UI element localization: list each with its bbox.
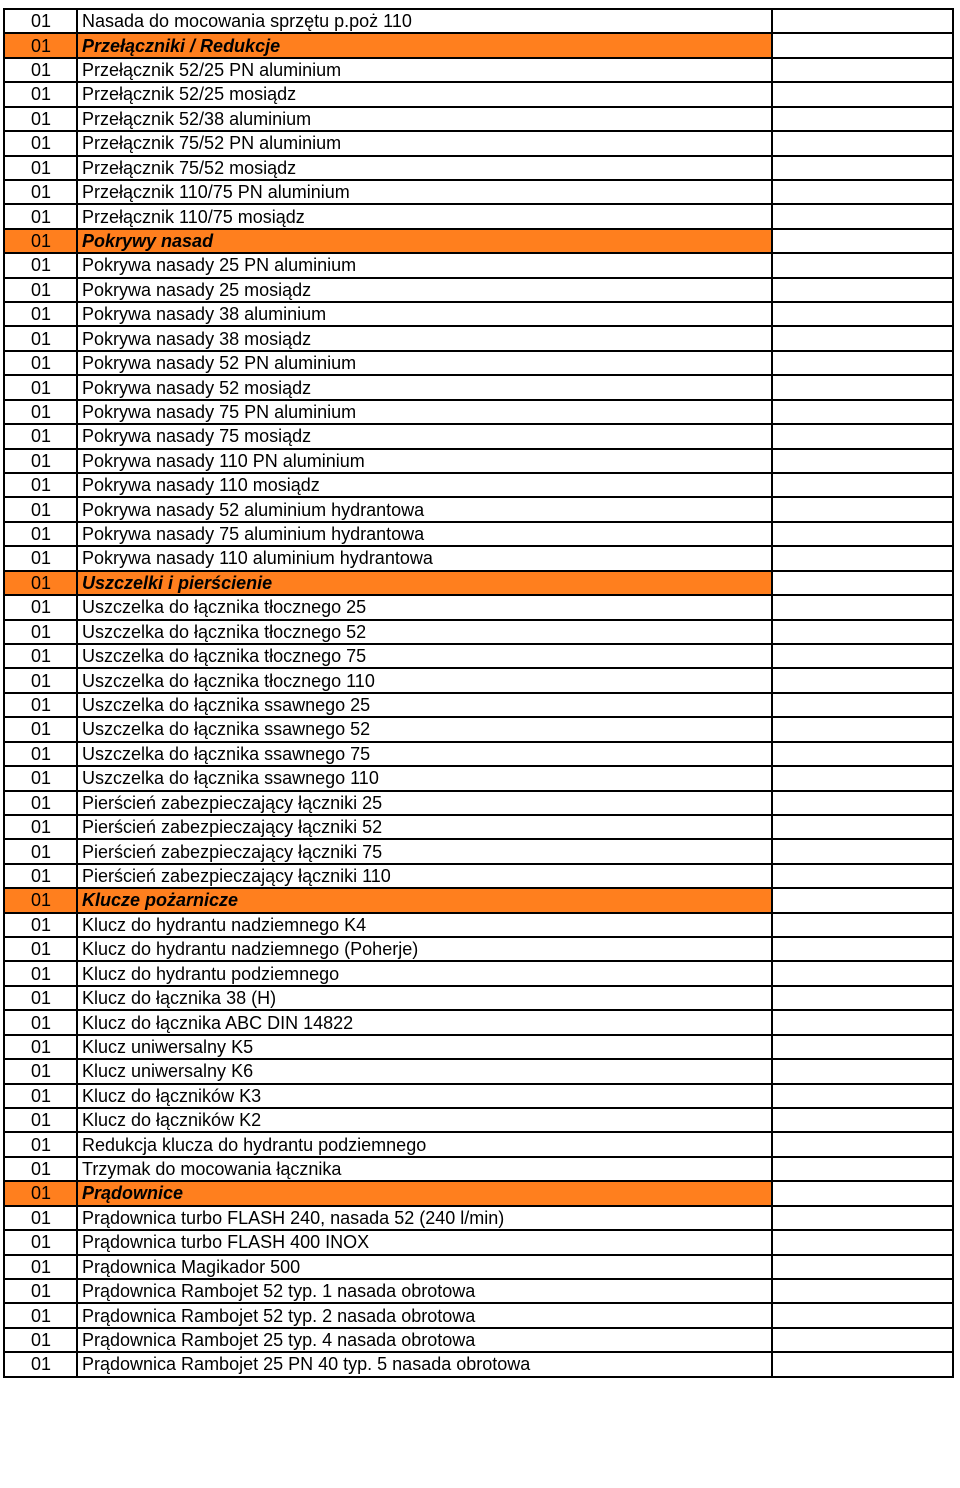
code-cell[interactable]: 01 xyxy=(4,375,77,399)
code-cell[interactable]: 01 xyxy=(4,668,77,692)
product-name-cell[interactable]: Przełącznik 52/25 PN aluminium xyxy=(77,58,772,82)
table-row xyxy=(4,1328,953,1352)
code-cell[interactable]: 01 xyxy=(4,864,77,888)
product-name-cell[interactable]: Pokrywa nasady 52 PN aluminium xyxy=(77,351,772,375)
product-name-cell[interactable]: Prądownica turbo FLASH 400 INOX xyxy=(77,1230,772,1254)
empty-value-cell[interactable] xyxy=(772,229,953,253)
product-name-cell[interactable]: Prądownica Rambojet 52 typ. 1 nasada obrotowa xyxy=(77,1279,772,1303)
code-cell[interactable]: 01 xyxy=(4,9,77,33)
empty-value-cell[interactable] xyxy=(772,1255,953,1279)
product-name-cell[interactable]: Pokrywa nasady 75 PN aluminium xyxy=(77,400,772,424)
product-name-cell[interactable]: Przełącznik 110/75 PN aluminium xyxy=(77,180,772,204)
code-cell[interactable]: 01 xyxy=(4,693,77,717)
table-row xyxy=(4,1206,953,1230)
product-name-cell[interactable]: Pokrywa nasady 75 mosiądz xyxy=(77,424,772,448)
table-row xyxy=(4,1303,953,1327)
code-cell[interactable]: 01 xyxy=(4,644,77,668)
product-name-cell[interactable]: Przełącznik 75/52 PN aluminium xyxy=(77,131,772,155)
empty-value-cell[interactable] xyxy=(772,375,953,399)
product-name-cell[interactable]: Prądownica Rambojet 25 PN 40 typ. 5 nasada obrotowa xyxy=(77,1352,772,1376)
empty-value-cell[interactable] xyxy=(772,1352,953,1376)
empty-value-cell[interactable] xyxy=(772,1010,953,1034)
table-row xyxy=(4,1279,953,1303)
empty-value-cell[interactable] xyxy=(772,1132,953,1156)
table-row xyxy=(4,937,953,961)
table-row xyxy=(4,961,953,985)
product-name-cell[interactable]: Uszczelka do łącznika tłocznego 75 xyxy=(77,644,772,668)
table-row xyxy=(4,473,953,497)
empty-value-cell[interactable] xyxy=(772,1035,953,1059)
code-cell[interactable]: 01 xyxy=(4,571,77,595)
table-row xyxy=(4,1255,953,1279)
empty-value-cell[interactable] xyxy=(772,400,953,424)
table-row xyxy=(4,1157,953,1181)
table-row xyxy=(4,131,953,155)
empty-value-cell[interactable] xyxy=(772,473,953,497)
product-name-cell[interactable]: Uszczelka do łącznika ssawnego 110 xyxy=(77,766,772,790)
empty-value-cell[interactable] xyxy=(772,1279,953,1303)
section-header-row xyxy=(4,229,953,253)
table-row xyxy=(4,986,953,1010)
empty-value-cell[interactable] xyxy=(772,961,953,985)
table-row xyxy=(4,644,953,668)
product-name-cell[interactable]: Redukcja klucza do hydrantu podziemnego xyxy=(77,1132,772,1156)
section-title-cell[interactable]: Przełączniki / Redukcje xyxy=(77,33,772,57)
code-cell[interactable]: 01 xyxy=(4,253,77,277)
code-cell[interactable]: 01 xyxy=(4,424,77,448)
table-row xyxy=(4,326,953,350)
product-name-cell[interactable]: Klucz uniwersalny K6 xyxy=(77,1059,772,1083)
empty-value-cell[interactable] xyxy=(772,742,953,766)
empty-value-cell[interactable] xyxy=(772,1303,953,1327)
code-cell[interactable]: 01 xyxy=(4,717,77,741)
product-name-cell[interactable]: Pierścień zabezpieczający łączniki 75 xyxy=(77,839,772,863)
product-name-cell[interactable]: Przełącznik 110/75 mosiądz xyxy=(77,204,772,228)
empty-value-cell[interactable] xyxy=(772,668,953,692)
product-name-cell[interactable]: Uszczelka do łącznika ssawnego 25 xyxy=(77,693,772,717)
empty-value-cell[interactable] xyxy=(772,571,953,595)
code-cell[interactable]: 01 xyxy=(4,839,77,863)
empty-value-cell[interactable] xyxy=(772,595,953,619)
code-cell[interactable]: 01 xyxy=(4,961,77,985)
product-name-cell[interactable]: Pokrywa nasady 52 aluminium hydrantowa xyxy=(77,497,772,521)
code-cell[interactable]: 01 xyxy=(4,449,77,473)
empty-value-cell[interactable] xyxy=(772,156,953,180)
product-name-cell[interactable]: Uszczelka do łącznika ssawnego 52 xyxy=(77,717,772,741)
product-name-cell[interactable]: Klucz uniwersalny K5 xyxy=(77,1035,772,1059)
code-cell[interactable]: 01 xyxy=(4,351,77,375)
table-row xyxy=(4,1108,953,1132)
code-cell[interactable]: 01 xyxy=(4,156,77,180)
table-row xyxy=(4,1010,953,1034)
product-name-cell[interactable]: Klucz do hydrantu nadziemnego (Poherje) xyxy=(77,937,772,961)
table-row xyxy=(4,595,953,619)
table-row xyxy=(4,546,953,570)
code-cell[interactable]: 01 xyxy=(4,815,77,839)
table-row xyxy=(4,1132,953,1156)
empty-value-cell[interactable] xyxy=(772,1206,953,1230)
code-cell[interactable]: 01 xyxy=(4,1181,77,1205)
product-name-cell[interactable]: Pokrywa nasady 25 mosiądz xyxy=(77,278,772,302)
table-row xyxy=(4,742,953,766)
table-row xyxy=(4,1035,953,1059)
table-row xyxy=(4,82,953,106)
empty-value-cell[interactable] xyxy=(772,82,953,106)
product-name-cell[interactable]: Przełącznik 52/38 aluminium xyxy=(77,107,772,131)
code-cell[interactable]: 01 xyxy=(4,766,77,790)
empty-value-cell[interactable] xyxy=(772,644,953,668)
empty-value-cell[interactable] xyxy=(772,839,953,863)
empty-value-cell[interactable] xyxy=(772,791,953,815)
table-row xyxy=(4,156,953,180)
code-cell[interactable]: 01 xyxy=(4,742,77,766)
table-row xyxy=(4,1059,953,1083)
empty-value-cell[interactable] xyxy=(772,253,953,277)
code-cell[interactable]: 01 xyxy=(4,986,77,1010)
table-row xyxy=(4,449,953,473)
code-cell[interactable]: 01 xyxy=(4,33,77,57)
table-row xyxy=(4,864,953,888)
empty-value-cell[interactable] xyxy=(772,107,953,131)
product-name-cell[interactable]: Przełącznik 75/52 mosiądz xyxy=(77,156,772,180)
empty-value-cell[interactable] xyxy=(772,717,953,741)
product-name-cell[interactable]: Prądownica turbo FLASH 240, nasada 52 (240 l/min) xyxy=(77,1206,772,1230)
code-cell[interactable]: 01 xyxy=(4,620,77,644)
table-row xyxy=(4,278,953,302)
empty-value-cell[interactable] xyxy=(772,351,953,375)
empty-value-cell[interactable] xyxy=(772,1108,953,1132)
empty-value-cell[interactable] xyxy=(772,1328,953,1352)
table-body xyxy=(4,9,953,1377)
code-cell[interactable]: 01 xyxy=(4,1303,77,1327)
empty-value-cell[interactable] xyxy=(772,864,953,888)
empty-value-cell[interactable] xyxy=(772,1059,953,1083)
code-cell[interactable]: 01 xyxy=(4,1230,77,1254)
empty-value-cell[interactable] xyxy=(772,546,953,570)
empty-value-cell[interactable] xyxy=(772,1157,953,1181)
product-name-cell[interactable]: Uszczelka do łącznika tłocznego 52 xyxy=(77,620,772,644)
empty-value-cell[interactable] xyxy=(772,449,953,473)
empty-value-cell[interactable] xyxy=(772,522,953,546)
table-row xyxy=(4,766,953,790)
code-cell[interactable]: 01 xyxy=(4,180,77,204)
table-row xyxy=(4,424,953,448)
empty-value-cell[interactable] xyxy=(772,815,953,839)
empty-value-cell[interactable] xyxy=(772,766,953,790)
empty-value-cell[interactable] xyxy=(772,1230,953,1254)
section-header-row xyxy=(4,571,953,595)
section-title-cell[interactable]: Klucze pożarnicze xyxy=(77,888,772,912)
table-row xyxy=(4,58,953,82)
product-name-cell[interactable]: Klucz do hydrantu nadziemnego K4 xyxy=(77,913,772,937)
code-cell[interactable]: 01 xyxy=(4,546,77,570)
product-name-cell[interactable]: Pokrywa nasady 52 mosiądz xyxy=(77,375,772,399)
product-name-cell[interactable]: Przełącznik 52/25 mosiądz xyxy=(77,82,772,106)
product-name-cell[interactable]: Prądownica Magikador 500 xyxy=(77,1255,772,1279)
code-cell[interactable]: 01 xyxy=(4,107,77,131)
table-row xyxy=(4,815,953,839)
product-name-cell[interactable]: Pierścień zabezpieczający łączniki 52 xyxy=(77,815,772,839)
empty-value-cell[interactable] xyxy=(772,58,953,82)
code-cell[interactable]: 01 xyxy=(4,937,77,961)
table-row xyxy=(4,302,953,326)
table-row xyxy=(4,1352,953,1376)
table-row xyxy=(4,1230,953,1254)
code-cell[interactable]: 01 xyxy=(4,1059,77,1083)
code-cell[interactable]: 01 xyxy=(4,473,77,497)
table-row xyxy=(4,107,953,131)
empty-value-cell[interactable] xyxy=(772,1084,953,1108)
section-title-cell[interactable]: Pokrywy nasad xyxy=(77,229,772,253)
table-row xyxy=(4,522,953,546)
empty-value-cell[interactable] xyxy=(772,326,953,350)
code-cell[interactable]: 01 xyxy=(4,1255,77,1279)
empty-value-cell[interactable] xyxy=(772,278,953,302)
empty-value-cell[interactable] xyxy=(772,204,953,228)
table-row xyxy=(4,668,953,692)
product-name-cell[interactable]: Nasada do mocowania sprzętu p.poż 110 xyxy=(77,9,772,33)
code-cell[interactable]: 01 xyxy=(4,229,77,253)
code-cell[interactable]: 01 xyxy=(4,1035,77,1059)
empty-value-cell[interactable] xyxy=(772,33,953,57)
empty-value-cell[interactable] xyxy=(772,424,953,448)
product-name-cell[interactable]: Pokrywa nasady 75 aluminium hydrantowa xyxy=(77,522,772,546)
empty-value-cell[interactable] xyxy=(772,937,953,961)
table-row xyxy=(4,791,953,815)
table-row xyxy=(4,839,953,863)
code-cell[interactable]: 01 xyxy=(4,1352,77,1376)
code-cell[interactable]: 01 xyxy=(4,791,77,815)
code-cell[interactable]: 01 xyxy=(4,595,77,619)
table-row xyxy=(4,204,953,228)
table-row xyxy=(4,9,953,33)
code-cell[interactable]: 01 xyxy=(4,278,77,302)
product-name-cell[interactable]: Pokrywa nasady 38 mosiądz xyxy=(77,326,772,350)
empty-value-cell[interactable] xyxy=(772,9,953,33)
code-cell[interactable]: 01 xyxy=(4,1084,77,1108)
table-row xyxy=(4,351,953,375)
product-name-cell[interactable]: Pierścień zabezpieczający łączniki 25 xyxy=(77,791,772,815)
product-name-cell[interactable]: Uszczelka do łącznika tłocznego 110 xyxy=(77,668,772,692)
table-row xyxy=(4,693,953,717)
table-row xyxy=(4,375,953,399)
code-cell[interactable]: 01 xyxy=(4,1157,77,1181)
code-cell[interactable]: 01 xyxy=(4,326,77,350)
code-cell[interactable]: 01 xyxy=(4,1279,77,1303)
table-row xyxy=(4,400,953,424)
section-title-cell[interactable]: Uszczelki i pierścienie xyxy=(77,571,772,595)
product-name-cell[interactable]: Prądownica Rambojet 52 typ. 2 nasada obrotowa xyxy=(77,1303,772,1327)
empty-value-cell[interactable] xyxy=(772,131,953,155)
empty-value-cell[interactable] xyxy=(772,986,953,1010)
product-name-cell[interactable]: Prądownica Rambojet 25 typ. 4 nasada obrotowa xyxy=(77,1328,772,1352)
code-cell[interactable]: 01 xyxy=(4,302,77,326)
empty-value-cell[interactable] xyxy=(772,497,953,521)
product-name-cell[interactable]: Pokrywa nasady 25 PN aluminium xyxy=(77,253,772,277)
empty-value-cell[interactable] xyxy=(772,620,953,644)
code-cell[interactable]: 01 xyxy=(4,58,77,82)
code-cell[interactable]: 01 xyxy=(4,400,77,424)
empty-value-cell[interactable] xyxy=(772,913,953,937)
empty-value-cell[interactable] xyxy=(772,180,953,204)
product-name-cell[interactable]: Klucz do łącznika 38 (H) xyxy=(77,986,772,1010)
product-name-cell[interactable]: Klucz do łączników K2 xyxy=(77,1108,772,1132)
code-cell[interactable]: 01 xyxy=(4,1328,77,1352)
empty-value-cell[interactable] xyxy=(772,693,953,717)
price-list-table xyxy=(3,8,954,1378)
section-title-cell[interactable]: Prądownice xyxy=(77,1181,772,1205)
table-row xyxy=(4,913,953,937)
product-name-cell[interactable]: Uszczelka do łącznika ssawnego 75 xyxy=(77,742,772,766)
table-row xyxy=(4,620,953,644)
code-cell[interactable]: 01 xyxy=(4,204,77,228)
code-cell[interactable]: 01 xyxy=(4,522,77,546)
product-name-cell[interactable]: Pokrywa nasady 110 aluminium hydrantowa xyxy=(77,546,772,570)
product-name-cell[interactable]: Pokrywa nasady 110 mosiądz xyxy=(77,473,772,497)
code-cell[interactable]: 01 xyxy=(4,82,77,106)
code-cell[interactable]: 01 xyxy=(4,1108,77,1132)
empty-value-cell[interactable] xyxy=(772,302,953,326)
code-cell[interactable]: 01 xyxy=(4,1206,77,1230)
product-name-cell[interactable]: Klucz do łączników K3 xyxy=(77,1084,772,1108)
table-row xyxy=(4,717,953,741)
product-name-cell[interactable]: Pokrywa nasady 110 PN aluminium xyxy=(77,449,772,473)
table-row xyxy=(4,180,953,204)
code-cell[interactable]: 01 xyxy=(4,913,77,937)
empty-value-cell[interactable] xyxy=(772,1181,953,1205)
product-name-cell[interactable]: Klucz do łącznika ABC DIN 14822 xyxy=(77,1010,772,1034)
empty-value-cell[interactable] xyxy=(772,888,953,912)
table-row xyxy=(4,253,953,277)
product-name-cell[interactable]: Pierścień zabezpieczający łączniki 110 xyxy=(77,864,772,888)
code-cell[interactable]: 01 xyxy=(4,1132,77,1156)
section-header-row xyxy=(4,33,953,57)
table-row xyxy=(4,1084,953,1108)
code-cell[interactable]: 01 xyxy=(4,888,77,912)
code-cell[interactable]: 01 xyxy=(4,1010,77,1034)
code-cell[interactable]: 01 xyxy=(4,131,77,155)
table-row xyxy=(4,497,953,521)
product-name-cell[interactable]: Uszczelka do łącznika tłocznego 25 xyxy=(77,595,772,619)
product-name-cell[interactable]: Pokrywa nasady 38 aluminium xyxy=(77,302,772,326)
section-header-row xyxy=(4,888,953,912)
product-name-cell[interactable]: Trzymak do mocowania łącznika xyxy=(77,1157,772,1181)
section-header-row xyxy=(4,1181,953,1205)
code-cell[interactable]: 01 xyxy=(4,497,77,521)
product-name-cell[interactable]: Klucz do hydrantu podziemnego xyxy=(77,961,772,985)
